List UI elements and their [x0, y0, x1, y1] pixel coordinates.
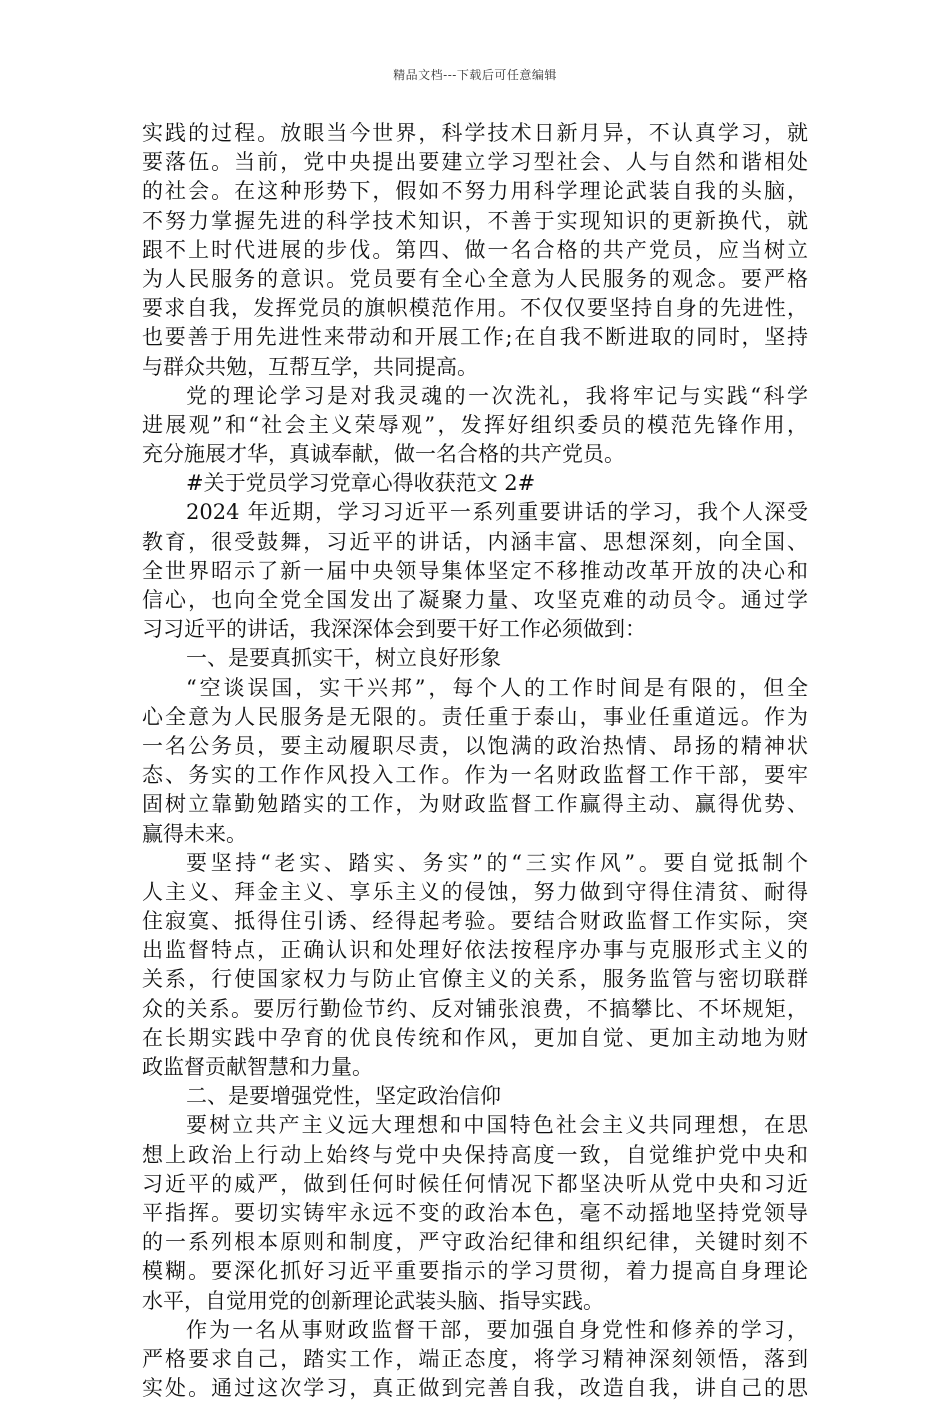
text-line: 模糊。要深化抓好习近平重要指示的学习贯彻，着力提高自身理论 [142, 1259, 808, 1284]
text-line: 住寂寞、抵得住引诱、经得起考验。要结合财政监督工作实际，突 [142, 909, 808, 934]
text-line: 一、是要真抓实干，树立良好形象 [186, 646, 501, 671]
text-line: 的一系列根本原则和制度，严守政治纪律和组织纪律，关键时刻不 [142, 1230, 808, 1255]
text-line: 为人民服务的意识。党员要有全心全意为人民服务的观念。要严格 [142, 266, 808, 291]
text-line: 在长期实践中孕育的优良传统和作风，更加自觉、更加主动地为财 [142, 1025, 808, 1050]
text-line: 习习近平的讲话，我深深体会到要干好工作必须做到： [142, 617, 646, 642]
text-line: 不努力掌握先进的科学技术知识，不善于实现知识的更新换代，就 [142, 208, 808, 233]
text-line: 人主义、拜金主义、享乐主义的侵蚀，努力做到守得住清贫、耐得 [142, 879, 808, 904]
text-line: 信心，也向全党全国发出了凝聚力量、攻坚克难的动员令。通过学 [142, 588, 808, 612]
text-line: #关于党员学习党章心得收获范文 2# [186, 471, 536, 496]
text-line: 要树立共产主义远大理想和中国特色社会主义共同理想，在思 [186, 1113, 808, 1138]
text-line: 心全意为人民服务是无限的。责任重于泰山，事业任重道远。作为 [142, 704, 808, 729]
text-line: 充分施展才华，真诚奉献，做一名合格的共产党员。 [142, 442, 625, 467]
text-line: 全世界昭示了新一届中央领导集体坚定不移推动改革开放的决心和 [142, 558, 808, 583]
text-line: 习近平的威严，做到任何时候任何情况下都坚决听从党中央和习近 [142, 1171, 808, 1196]
text-line: 一名公务员，要主动履职尽责，以饱满的政治热情、昂扬的精神状 [142, 733, 808, 758]
text-line: 也要善于用先进性来带动和开展工作;在自我不断进取的同时，坚持 [142, 325, 808, 350]
text-line: 要落伍。当前，党中央提出要建立学习型社会、人与自然和谐相处 [142, 150, 808, 175]
text-line: 关系，行使国家权力与防止官僚主义的关系，服务监管与密切联群 [142, 967, 808, 992]
text-line: 出监督特点，正确认识和处理好依法按程序办事与克服形式主义的 [142, 938, 808, 963]
text-line: 平指挥。要切实铸牢永远不变的政治本色，毫不动摇地坚持党领导 [142, 1200, 808, 1225]
text-line: 实践的过程。放眼当今世界，科学技术日新月异，不认真学习，就 [142, 121, 808, 145]
text-line: 跟不上时代进展的步伐。第四、做一名合格的共产党员，应当树立 [142, 237, 808, 262]
text-line: 严格要求自己，踏实工作，端正态度，将学习精神深刻领悟，落到 [142, 1346, 808, 1371]
document-body [142, 119, 808, 1403]
text-line: “空谈误国，实干兴邦”，每个人的工作时间是有限的，但全 [186, 675, 808, 700]
text-line: 要求自我，发挥党员的旗帜模范作用。不仅仅要坚持自身的先进性， [142, 296, 808, 321]
text-line: 固树立靠勤勉踏实的工作，为财政监督工作赢得主动、赢得优势、 [142, 792, 808, 817]
text-line: 赢得未来。 [142, 821, 247, 846]
text-line: 想上政治上行动上始终与党中央保持高度一致，自觉维护党中央和 [142, 1142, 808, 1167]
page-header: 精品文档---下载后可任意编辑 [393, 68, 557, 82]
text-line: 与群众共勉，互帮互学，共同提高。 [142, 354, 478, 379]
text-line: 二、是要增强党性，坚定政治信仰 [186, 1084, 501, 1109]
text-line: 众的关系。要厉行勤俭节约、反对铺张浪费，不搞攀比、不坏规矩， [142, 996, 808, 1021]
text-line: 党的理论学习是对我灵魂的一次洗礼，我将牢记与实践“科学 [186, 383, 808, 408]
text-line: 要坚持“老实、踏实、务实”的“三实作风”。要自觉抵制个 [186, 850, 808, 875]
text-line: 教育，很受鼓舞，习近平的讲话，内涵丰富、思想深刻，向全国、 [142, 529, 808, 554]
text-line: 态、务实的工作作风投入工作。作为一名财政监督工作干部，要牢 [142, 763, 808, 788]
text-line: 实处。通过这次学习，真正做到完善自我，改造自我，讲自己的思 [142, 1376, 808, 1401]
text-line: 的社会。在这种形势下，假如不努力用科学理论武装自我的头脑， [142, 179, 808, 204]
text-line: 2024 年近期，学习习近平一系列重要讲话的学习，我个人深受 [186, 500, 808, 525]
text-line: 水平，自觉用党的创新理论武装头脑、指导实践。 [142, 1288, 604, 1313]
text-line: 进展观”和“社会主义荣辱观”，发挥好组织委员的模范先锋作用， [142, 412, 808, 437]
text-line: 作为一名从事财政监督干部，要加强自身党性和修养的学习， [186, 1317, 808, 1342]
text-line: 政监督贡献智慧和力量。 [142, 1055, 373, 1079]
